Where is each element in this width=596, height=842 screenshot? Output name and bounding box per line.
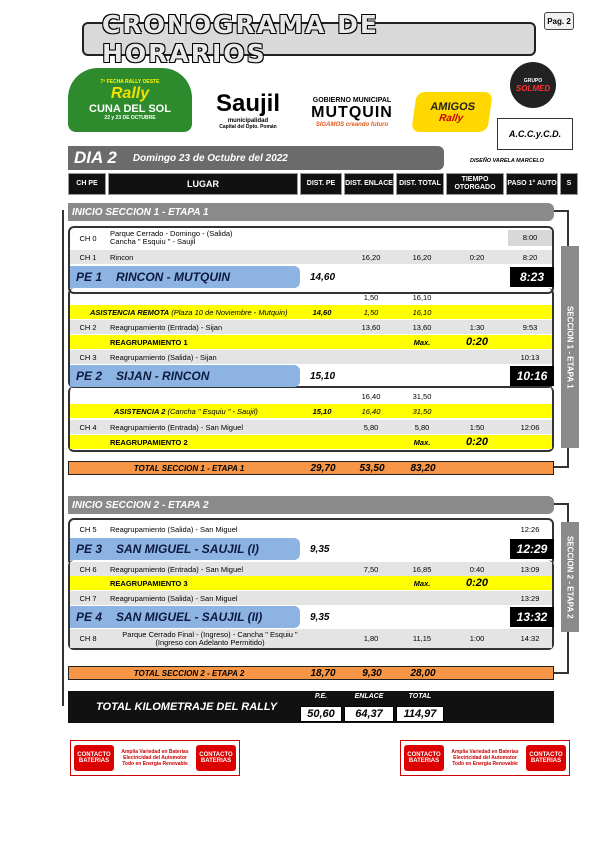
- ch2-row: CH 2 Reagrupamiento (Entrada) - Sijan 13,60 13,60 1:30 9:53: [70, 320, 552, 334]
- day-banner: DIA 2 Domingo 23 de Octubre del 2022: [68, 146, 444, 170]
- saujil-logo: Saujil municipalidad Capital del Dpto. Pomán: [215, 90, 281, 130]
- mutquin-logo: GOBIERNO MUNICIPAL MUTQUIN SIGAMOS creando futuro: [311, 96, 393, 128]
- amigos-rally-logo: AMIGOS Rally: [411, 92, 493, 132]
- grand-total-pe: 50,60: [300, 706, 342, 722]
- asistencia-remota-row: ASISTENCIA REMOTA (Plaza 10 de Noviembre - Mutquin) 14,60 1,50 16,10: [70, 305, 552, 319]
- section1-side-label: SECCION 1 - ETAPA 1: [561, 246, 579, 448]
- accycd-logo: A.C.C.y.C.D.: [497, 118, 573, 150]
- designer-credit: DISEÑO VARELA MARCELO: [470, 158, 544, 164]
- ch0-row: CH 0 Parque Cerrado - Domingo - (Salida) Cancha " Esquiu " - Saujil 8:00: [70, 228, 552, 248]
- asistencia2-row: ASISTENCIA 2 (Cancha " Esquiu " - Saujil) 15,10 16,40 31,50: [70, 404, 552, 418]
- connector-line: [554, 466, 569, 468]
- section1-title: INICIO SECCION 1 - ETAPA 1: [68, 203, 554, 221]
- ch8-row: CH 8 Parque Cerrado Final - (Ingreso) - Cancha " Esquiu " (Ingreso con Adelanto Permitido) 1,80 11,15 1:00 14:32: [70, 629, 552, 648]
- header-dist-total: DIST. TOTAL: [396, 173, 444, 195]
- ch3-row: CH 3 Reagrupamiento (Salida) - Sijan 10:13: [70, 350, 552, 364]
- after-pe1-row: 1,50 16,10: [363, 292, 432, 302]
- pe4-row: PE 4 SAN MIGUEL - SAUJIL (II) 9,35 13:32: [70, 606, 552, 628]
- grand-total-enlace-header: ENLACE: [354, 693, 384, 700]
- section2-title: INICIO SECCION 2 - ETAPA 2: [68, 496, 554, 514]
- header-dist-enlace: DIST. ENLACE: [344, 173, 394, 195]
- header-lugar: LUGAR: [108, 173, 298, 195]
- connector-line: [554, 210, 568, 212]
- header-ch: CH PE: [68, 173, 106, 195]
- page-number: Pag. 2: [544, 12, 574, 30]
- grand-total-total-header: TOTAL: [408, 693, 432, 700]
- ch5-row: CH 5 Reagrupamiento (Salida) - San Miguel 12:26: [79, 524, 540, 534]
- ch7-row: CH 7 Reagrupamiento (Salida) - San Miguel 13:29: [70, 591, 552, 605]
- connector-line: [62, 210, 64, 706]
- header-tiempo: TIEMPO OTORGADO: [446, 173, 504, 195]
- grand-total-pe-header: P.E.: [314, 693, 328, 700]
- ch1-row: CH 1 Rincon 16,20 16,20 0:20 8:20: [70, 250, 552, 264]
- contacto-baterias-ad-right: CONTACTO BATERIAS Amplia Variedad en Baterias Electricidad del Automotor Todo en Energia Renovable CONTACTO BATERIAS: [400, 740, 570, 776]
- section2-total: TOTAL SECCION 2 - ETAPA 2 18,70 9,30 28,00: [68, 666, 554, 680]
- connector-line: [554, 503, 568, 505]
- reagrupamiento2-row: REAGRUPAMIENTO 2 Max. 0:20: [70, 435, 552, 449]
- connector-line: [554, 672, 569, 674]
- grand-total-total: 114,97: [396, 706, 444, 722]
- pe2-row: PE 2 SIJAN - RINCON 15,10 10:16: [70, 365, 552, 387]
- section2-side-label: SECCION 2 - ETAPA 2: [561, 522, 579, 632]
- reagrupamiento3-row: REAGRUPAMIENTO 3 Max. 0:20: [70, 576, 552, 590]
- ch6-row: CH 6 Reagrupamiento (Entrada) - San Miguel 7,50 16,85 0:40 13:09: [70, 562, 552, 576]
- header-paso: PASO 1° AUTO: [506, 173, 558, 195]
- solmed-logo: GRUPO SOLMED: [510, 62, 556, 108]
- section1-total: TOTAL SECCION 1 - ETAPA 1 29,70 53,50 83,20: [68, 461, 554, 475]
- header-dist-pe: DIST. PE: [300, 173, 342, 195]
- reagrupamiento1-row: REAGRUPAMIENTO 1 Max. 0:20: [70, 335, 552, 349]
- header-s: S: [560, 173, 578, 195]
- grand-total-enlace: 64,37: [344, 706, 394, 722]
- grand-total-label: TOTAL KILOMETRAJE DEL RALLY: [96, 701, 278, 713]
- pe3-row: PE 3 SAN MIGUEL - SAUJIL (I) 9,35 12:29: [70, 538, 552, 560]
- page-title: CRONOGRAMA DE HORARIOS: [82, 22, 536, 56]
- ch4-row: CH 4 Reagrupamiento (Entrada) - San Miguel 5,80 5,80 1:50 12:06: [70, 420, 552, 434]
- contacto-baterias-ad-left: CONTACTO BATERIAS Amplia Variedad en Baterias Electricidad del Automotor Todo en Energia Renovable CONTACTO BATERIAS: [70, 740, 240, 776]
- rally-cuna-del-sol-logo: 7ª FECHA RALLY OESTE Rally CUNA DEL SOL 22 y 23 DE OCTUBRE: [68, 68, 192, 132]
- after-pe2-row: 16,40 31,50: [361, 391, 432, 401]
- pe1-row: PE 1 RINCON - MUTQUIN 14,60 8:23: [70, 266, 552, 288]
